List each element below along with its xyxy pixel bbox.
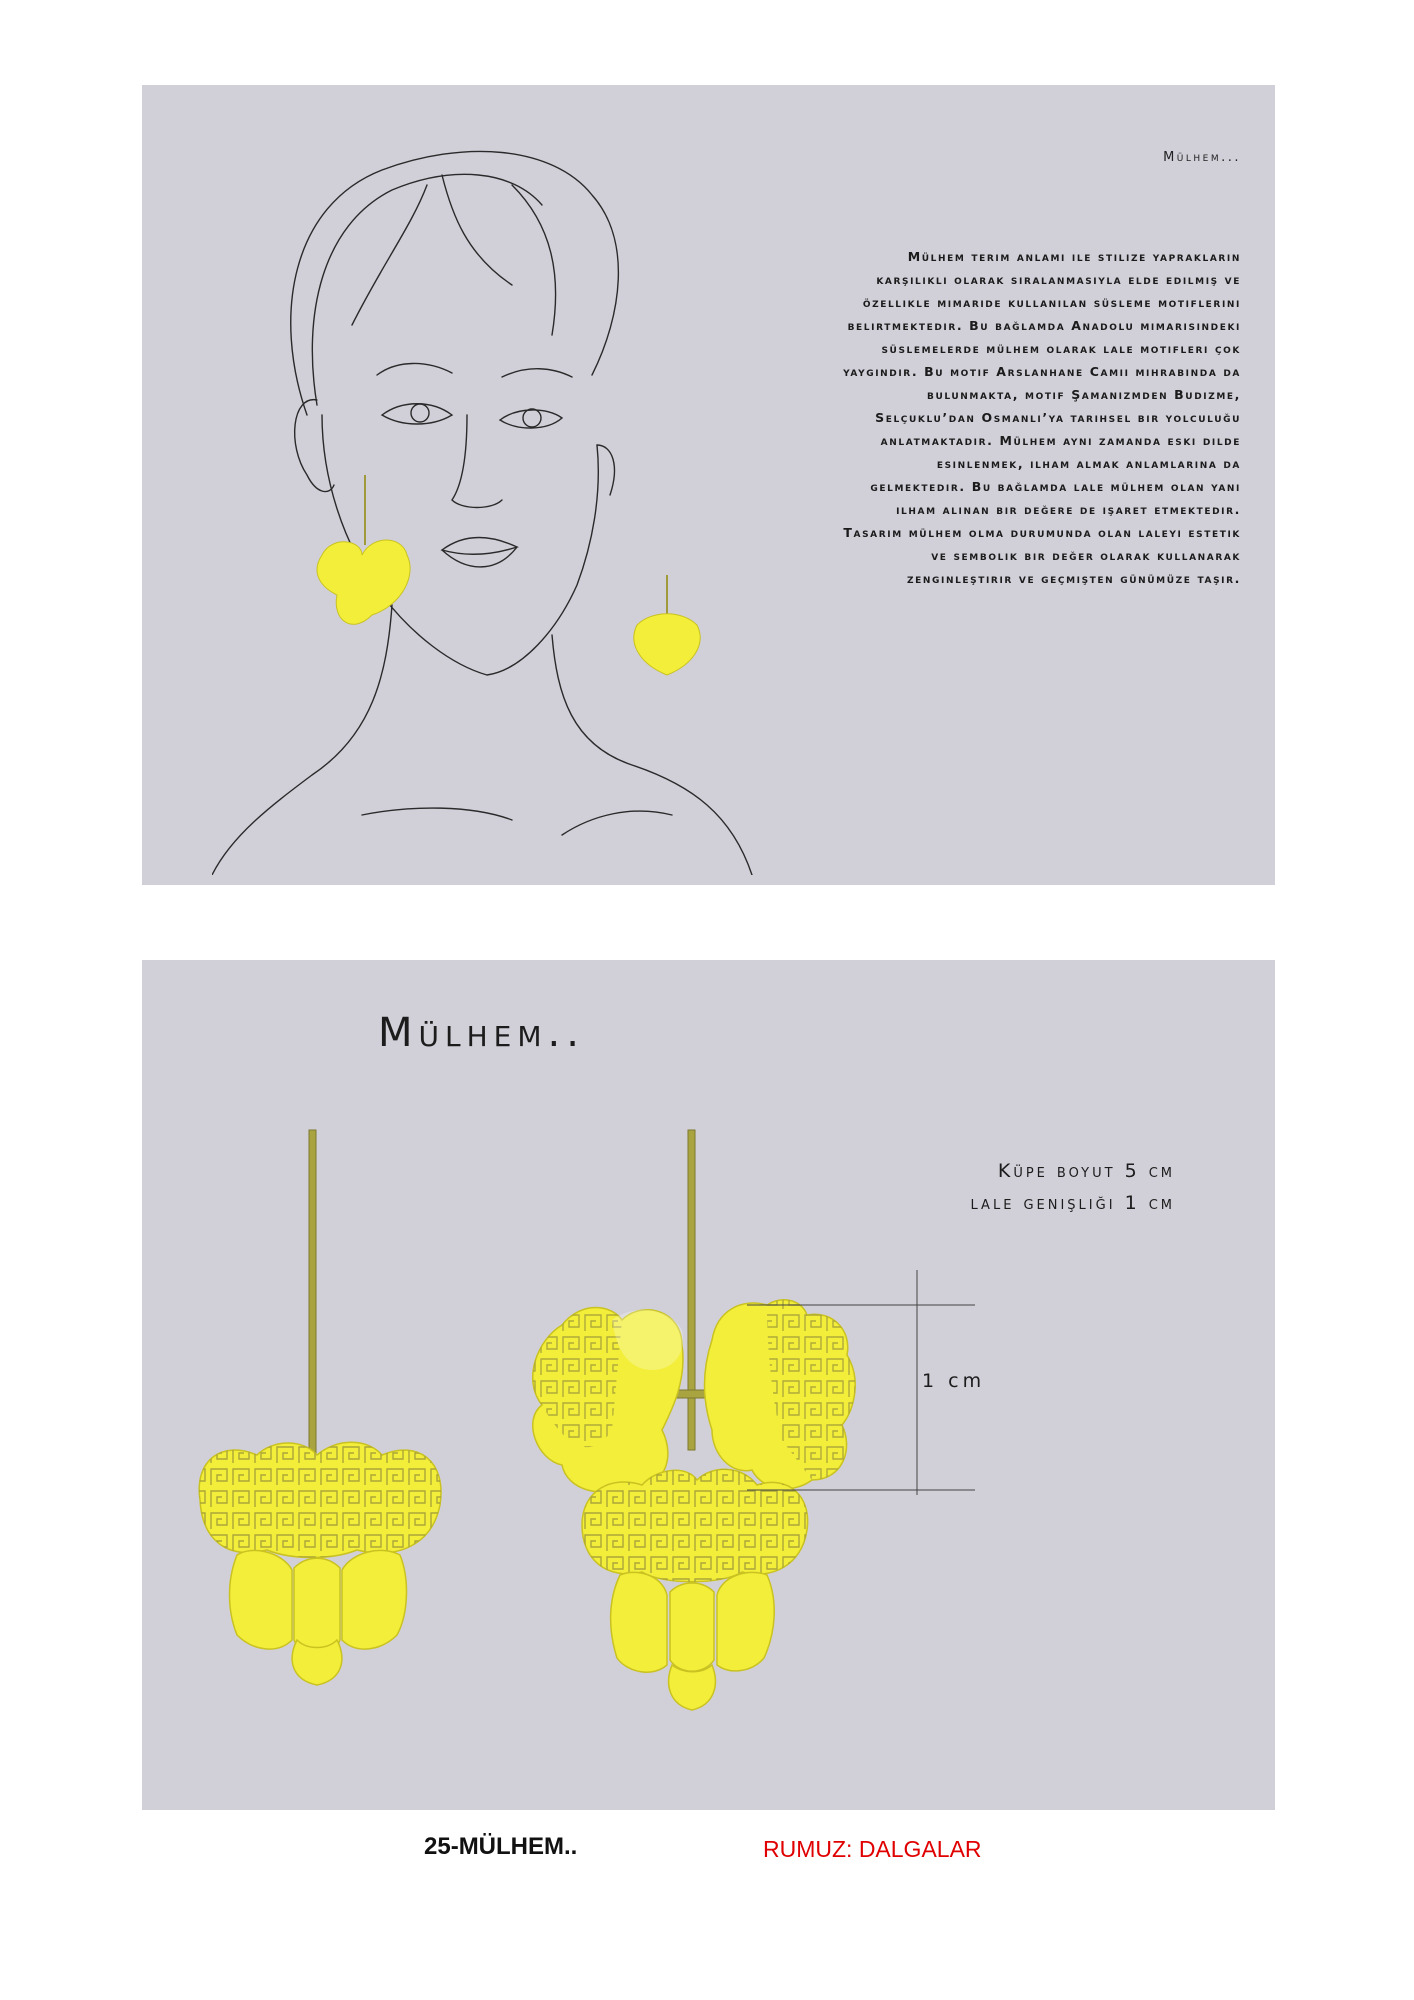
single-tulip-earring (199, 1130, 441, 1685)
earring-size-spec: Küpe boyut 5 cm (997, 1160, 1175, 1182)
illustration-panel (142, 85, 1275, 885)
earring-drawings (142, 960, 1275, 1810)
caption-title: Mülhem... (1163, 150, 1241, 165)
design-title: Mülhem.. (378, 1010, 585, 1056)
tulip-width-spec: lale genişliği 1 cm (970, 1192, 1175, 1214)
face-sketch (212, 115, 772, 875)
technical-panel (142, 960, 1275, 1810)
description-text: Mülhem terim anlamı ile stilize yaprakların karşılıklı olarak sıralanmasıyla elde edilmiş ve özellikle mimaride kullanılan süsleme motiflerini belirtmektedir. Bu bağlamda Anadolu mimarisindeki süslemelerde mülhem olarak lale motifleri çok yaygındır. Bu motif Arslanhane Camii mihrabında da bulunmakta, motif Şamanizmden Budizme, Selçuklu’dan Osmanlı’ya tarihsel bir yolculuğu anlatmaktadır. Mülhem aynı zamanda eski dilde esinlenmek, ilham almak anlamlarına da gelmektedir. Bu bağlamda lale mülhem olan yani ilham alınan bir değere de işaret etmektedir. Tasarım mülhem olma durumunda olan laleyi estetik ve sembolik bir değer olarak kullanarak zenginleştirir ve geçmişten günümüze taşır. (843, 249, 1241, 586)
triple-tulip-earring (533, 1130, 855, 1710)
dimension-label: 1 cm (922, 1370, 986, 1392)
entry-title: 25-MÜLHEM.. (424, 1833, 578, 1860)
entry-code: RUMUZ: DALGALAR (763, 1836, 982, 1862)
